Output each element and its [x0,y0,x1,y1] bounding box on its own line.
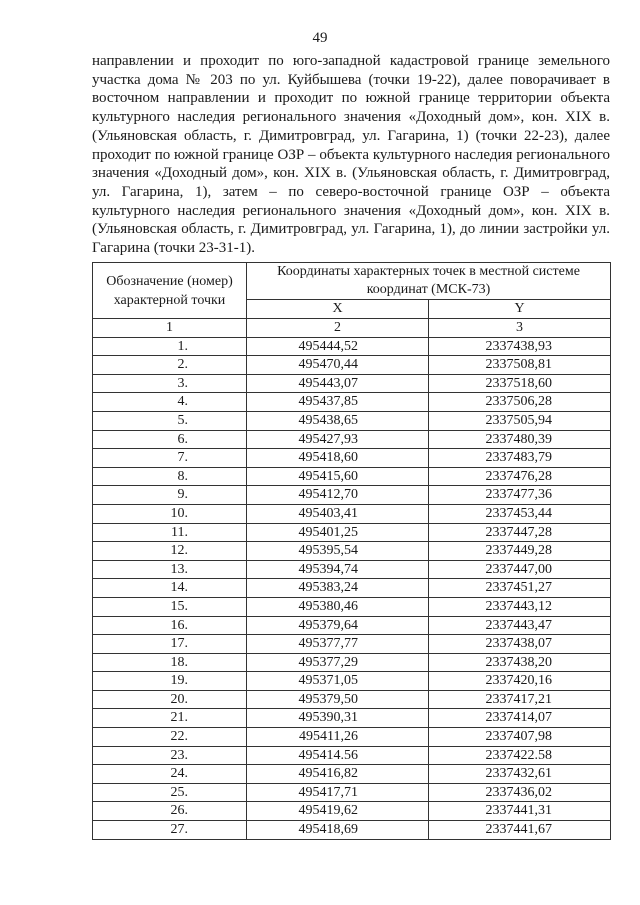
x-coordinate-cell: 495411,26 [247,728,429,747]
y-coordinate-cell: 2337449,28 [429,542,611,561]
x-coordinate-cell: 495403,41 [247,504,429,523]
coordinates-table [92,262,611,840]
y-coordinate-cell: 2337506,28 [429,393,611,412]
point-number-cell: 25. [93,783,247,802]
y-coordinate-cell: 2337508,81 [429,356,611,375]
point-number-cell: 27. [93,821,247,840]
point-number-cell: 7. [93,449,247,468]
header-y: Y [429,300,611,319]
x-coordinate-cell: 495470,44 [247,356,429,375]
x-coordinate-cell: 495394,74 [247,560,429,579]
table-row [93,635,611,654]
table-row [93,337,611,356]
point-number-cell: 11. [93,523,247,542]
table-row [93,728,611,747]
x-coordinate-cell: 495383,24 [247,579,429,598]
x-coordinate-cell: 495380,46 [247,597,429,616]
table-row [93,690,611,709]
y-coordinate-cell: 2337483,79 [429,449,611,468]
table-row [93,356,611,375]
point-number-cell: 23. [93,746,247,765]
x-coordinate-cell: 495438,65 [247,411,429,430]
x-coordinate-cell: 495379,50 [247,690,429,709]
point-number-cell: 16. [93,616,247,635]
point-number-cell: 4. [93,393,247,412]
header-point-number: Обозначение (номер) характерной точки [93,263,247,319]
y-coordinate-cell: 2337447,00 [429,560,611,579]
y-coordinate-cell: 2337518,60 [429,374,611,393]
point-number-cell: 12. [93,542,247,561]
y-coordinate-cell: 2337477,36 [429,486,611,505]
x-coordinate-cell: 495427,93 [247,430,429,449]
x-coordinate-cell: 495371,05 [247,672,429,691]
point-number-cell: 6. [93,430,247,449]
y-coordinate-cell: 2337505,94 [429,411,611,430]
x-coordinate-cell: 495390,31 [247,709,429,728]
y-coordinate-cell: 2337438,93 [429,337,611,356]
y-coordinate-cell: 2337436,02 [429,783,611,802]
table-row [93,486,611,505]
table-row [93,523,611,542]
x-coordinate-cell: 495377,77 [247,635,429,654]
x-coordinate-cell: 495401,25 [247,523,429,542]
body-paragraph: направлении и проходит по юго-западной кадастровой границе земельного участка дома № 203 по ул. Куйбышева (точки 19-22), далее поворачивает в восточном направлении и проходит по южной границе территории объекта культурного наследия регионального значения «Доходный дом», кон. XIX в. (Ульяновская область, г. Димитровград, ул. Гагарина, 1) (точки 22-23), далее проходит по южной границе ОЗР – объекта культурного наследия регионального значения «Доходный дом», кон. XIX в. (Ульяновская область, г. Димитровград, ул. Гагарина, 1), затем – по северо-восточной границе ОЗР – объекта культурного наследия регионального значения «Доходный дом», кон. XIX в. (Ульяновская область, г. Димитровград, ул. Гагарина, 1), до линии застройки ул. Гагарина (точки 23-31-1). [92,53,610,257]
point-number-cell: 13. [93,560,247,579]
table-row [93,597,611,616]
table-row [93,802,611,821]
x-coordinate-cell: 495419,62 [247,802,429,821]
point-number-cell: 26. [93,802,247,821]
y-coordinate-cell: 2337476,28 [429,467,611,486]
x-coordinate-cell: 495416,82 [247,765,429,784]
point-number-cell: 18. [93,653,247,672]
point-number-cell: 8. [93,467,247,486]
point-number-cell: 19. [93,672,247,691]
x-coordinate-cell: 495415,60 [247,467,429,486]
y-coordinate-cell: 2337438,07 [429,635,611,654]
table-row [93,430,611,449]
x-coordinate-cell: 495379,64 [247,616,429,635]
x-coordinate-cell: 495417,71 [247,783,429,802]
table-row [93,374,611,393]
x-coordinate-cell: 495444,52 [247,337,429,356]
y-coordinate-cell: 2337432,61 [429,765,611,784]
x-coordinate-cell: 495443,07 [247,374,429,393]
table-row [93,653,611,672]
point-number-cell: 24. [93,765,247,784]
column-index: 1 [93,319,247,338]
y-coordinate-cell: 2337420,16 [429,672,611,691]
y-coordinate-cell: 2337443,12 [429,597,611,616]
point-number-cell: 20. [93,690,247,709]
column-index: 2 [247,319,429,338]
point-number-cell: 10. [93,504,247,523]
point-number-cell: 1. [93,337,247,356]
y-coordinate-cell: 2337480,39 [429,430,611,449]
point-number-cell: 3. [93,374,247,393]
column-index-row [93,319,611,338]
table-row [93,579,611,598]
table-row [93,449,611,468]
x-coordinate-cell: 495412,70 [247,486,429,505]
table-row [93,746,611,765]
table-row [93,783,611,802]
column-index: 3 [429,319,611,338]
point-number-cell: 14. [93,579,247,598]
table-row [93,616,611,635]
header-coordinates: Координаты характерных точек в местной системе координат (МСК-73) [247,263,611,300]
x-coordinate-cell: 495418,69 [247,821,429,840]
y-coordinate-cell: 2337414,07 [429,709,611,728]
x-coordinate-cell: 495377,29 [247,653,429,672]
y-coordinate-cell: 2337447,28 [429,523,611,542]
point-number-cell: 22. [93,728,247,747]
table-row [93,709,611,728]
table-row [93,542,611,561]
y-coordinate-cell: 2337451,27 [429,579,611,598]
y-coordinate-cell: 2337422.58 [429,746,611,765]
y-coordinate-cell: 2337407,98 [429,728,611,747]
table-row [93,765,611,784]
x-coordinate-cell: 495414.56 [247,746,429,765]
y-coordinate-cell: 2337417,21 [429,690,611,709]
table-row [93,560,611,579]
point-number-cell: 9. [93,486,247,505]
y-coordinate-cell: 2337453,44 [429,504,611,523]
table-row [93,504,611,523]
point-number-cell: 15. [93,597,247,616]
table-row [93,467,611,486]
point-number-cell: 5. [93,411,247,430]
y-coordinate-cell: 2337443,47 [429,616,611,635]
point-number-cell: 21. [93,709,247,728]
table-row [93,821,611,840]
y-coordinate-cell: 2337441,31 [429,802,611,821]
table-row [93,393,611,412]
y-coordinate-cell: 2337438,20 [429,653,611,672]
header-x: X [247,300,429,319]
x-coordinate-cell: 495418,60 [247,449,429,468]
table-row [93,672,611,691]
point-number-cell: 2. [93,356,247,375]
point-number-cell: 17. [93,635,247,654]
page-number: 49 [312,30,328,46]
x-coordinate-cell: 495395,54 [247,542,429,561]
y-coordinate-cell: 2337441,67 [429,821,611,840]
table-row [93,411,611,430]
x-coordinate-cell: 495437,85 [247,393,429,412]
